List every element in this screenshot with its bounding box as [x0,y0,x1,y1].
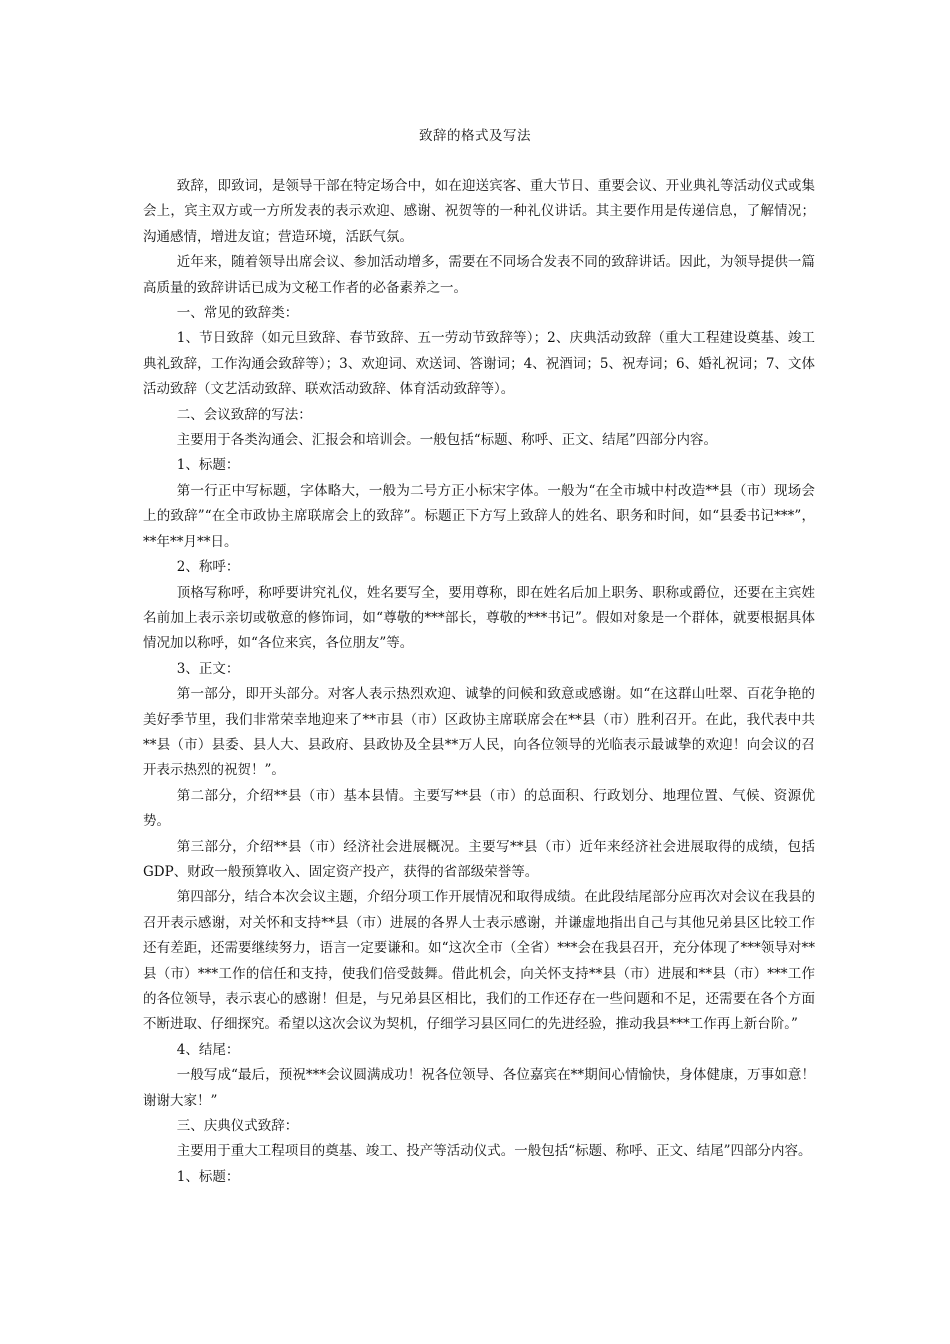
paragraph-ending-format: 一般写成“最后，预祝***会议圆满成功！祝各位领导、各位嘉宾在**期间心情愉快，身体健康，万事如意！谢谢大家！” [143,1067,815,1109]
heading-meeting-speech: 二、会议致辞的写法： [176,406,312,423]
subheading-body: 3、正文： [176,660,240,677]
paragraph-types-list: 1、节日致辞（如元旦致辞、春节致辞、五一劳动节致辞等）；2、庆典活动致辞（重大工程建设奠基、竣工典礼致辞，工作沟通会致辞等）；3、欢迎词、欢送词、答谢词；4、祝酒词；5、祝寿词；6、婚礼祝词；7、文体活动致辞（文艺活动致辞、联欢活动致辞、体育活动致辞等）。 [143,330,815,398]
heading-common-types: 一、常见的致辞类： [176,305,299,322]
paragraph-salutation-format: 顶格写称呼，称呼要讲究礼仪，姓名要写全，要用尊称，即在姓名后加上职务、职称或爵位，还要在主宾姓名前加上表示亲切或敬意的修饰词，如“尊敬的***部长，尊敬的***书记”。假如对象是一个群体，就要根据具体情况加以称呼，如“各位来宾，各位朋友”等。 [143,584,815,652]
document-body [143,174,815,1190]
paragraph-meeting-usage: 主要用于各类沟通会、汇报会和培训会。一般包括“标题、称呼、正文、结尾”四部分内容。 [176,432,718,449]
subheading-ending: 4、结尾： [176,1041,240,1058]
paragraph-background: 近年来，随着领导出席会议、参加活动增多，需要在不同场合发表不同的致辞讲话。因此，为领导提供一篇高质量的致辞讲话已成为文秘工作者的必备素养之一。 [143,254,815,296]
paragraph-body-part-2: 第二部分，介绍**县（市）基本县情。主要写**县（市）的总面积、行政划分、地理位置、气候、资源优势。 [143,787,815,830]
paragraph-body-part-1: 第一部分，即开头部分。对客人表示热烈欢迎、诚挚的问候和致意或感谢。如“在这群山吐翠、百花争艳的美好季节里，我们非常荣幸地迎来了**市县（市）区政协主席联席会在**县（市）胜利召开。在此，我代表中共**县（市）县委、县人大、县政府、县政协及全县**万人民，向各位领导的光临表示最诚挚的欢迎！向会议的召开表示热烈的祝贺！”。 [143,686,815,779]
paragraph-ceremony-usage: 主要用于重大工程项目的奠基、竣工、投产等活动仪式。一般包括“标题、称呼、正文、结尾”四部分内容。 [176,1143,812,1160]
subheading-salutation: 2、称呼： [176,559,240,576]
paragraph-body-part-4: 第四部分，结合本次会议主题，介绍分项工作开展情况和取得成绩。在此段结尾部分应再次对会议在我县的召开表示感谢，对关怀和支持**县（市）进展的各界人士表示感谢，并谦虚地指出自己与其他兄弟县区比较工作还有差距，还需要继续努力，语言一定要谦和。如“这次全市（全省）***会在我县召开，充分体现了***领导对**县（市）***工作的信任和支持，使我们倍受鼓舞。借此机会，向关怀支持**县（市）进展和**县（市）***工作的各位领导，表示衷心的感谢！但是，与兄弟县区相比，我们的工作还存在一些问题和不足，还需要在各个方面不断进取、仔细探究。希望以这次会议为契机，仔细学习县区同仁的先进经验，推动我县***工作再上新台阶。” [143,889,815,1033]
paragraph-title-format: 第一行正中写标题，字体略大，一般为二号方正小标宋字体。一般为“在全市城中村改造**县（市）现场会上的致辞”“在全市政协主席联席会上的致辞”。标题正下方写上致辞人的姓名、职务和时间，如“县委书记***”，**年**月**日。 [143,482,815,550]
subheading-title: 1、标题： [176,457,240,474]
paragraph-body-part-3: 第三部分，介绍**县（市）经济社会进展概况。主要写**县（市）近年来经济社会进展取得的成绩，包括GDP、财政一般预算收入、固定资产投产，获得的省部级荣誉等。 [143,838,815,880]
heading-ceremony-speech: 三、庆典仪式致辞： [176,1118,299,1135]
document-title: 致辞的格式及写法 [419,128,531,144]
paragraph-intro: 致辞，即致词，是领导干部在特定场合中，如在迎送宾客、重大节日、重要会议、开业典礼等活动仪式或集会上，宾主双方或一方所发表的表示欢迎、感谢、祝贺等的一种礼仪讲话。其主要作用是传递信息，了解情况；沟通感情，增进友谊；营造环境，活跃气氛。 [143,178,815,245]
subheading-ceremony-title: 1、标题： [176,1168,240,1185]
